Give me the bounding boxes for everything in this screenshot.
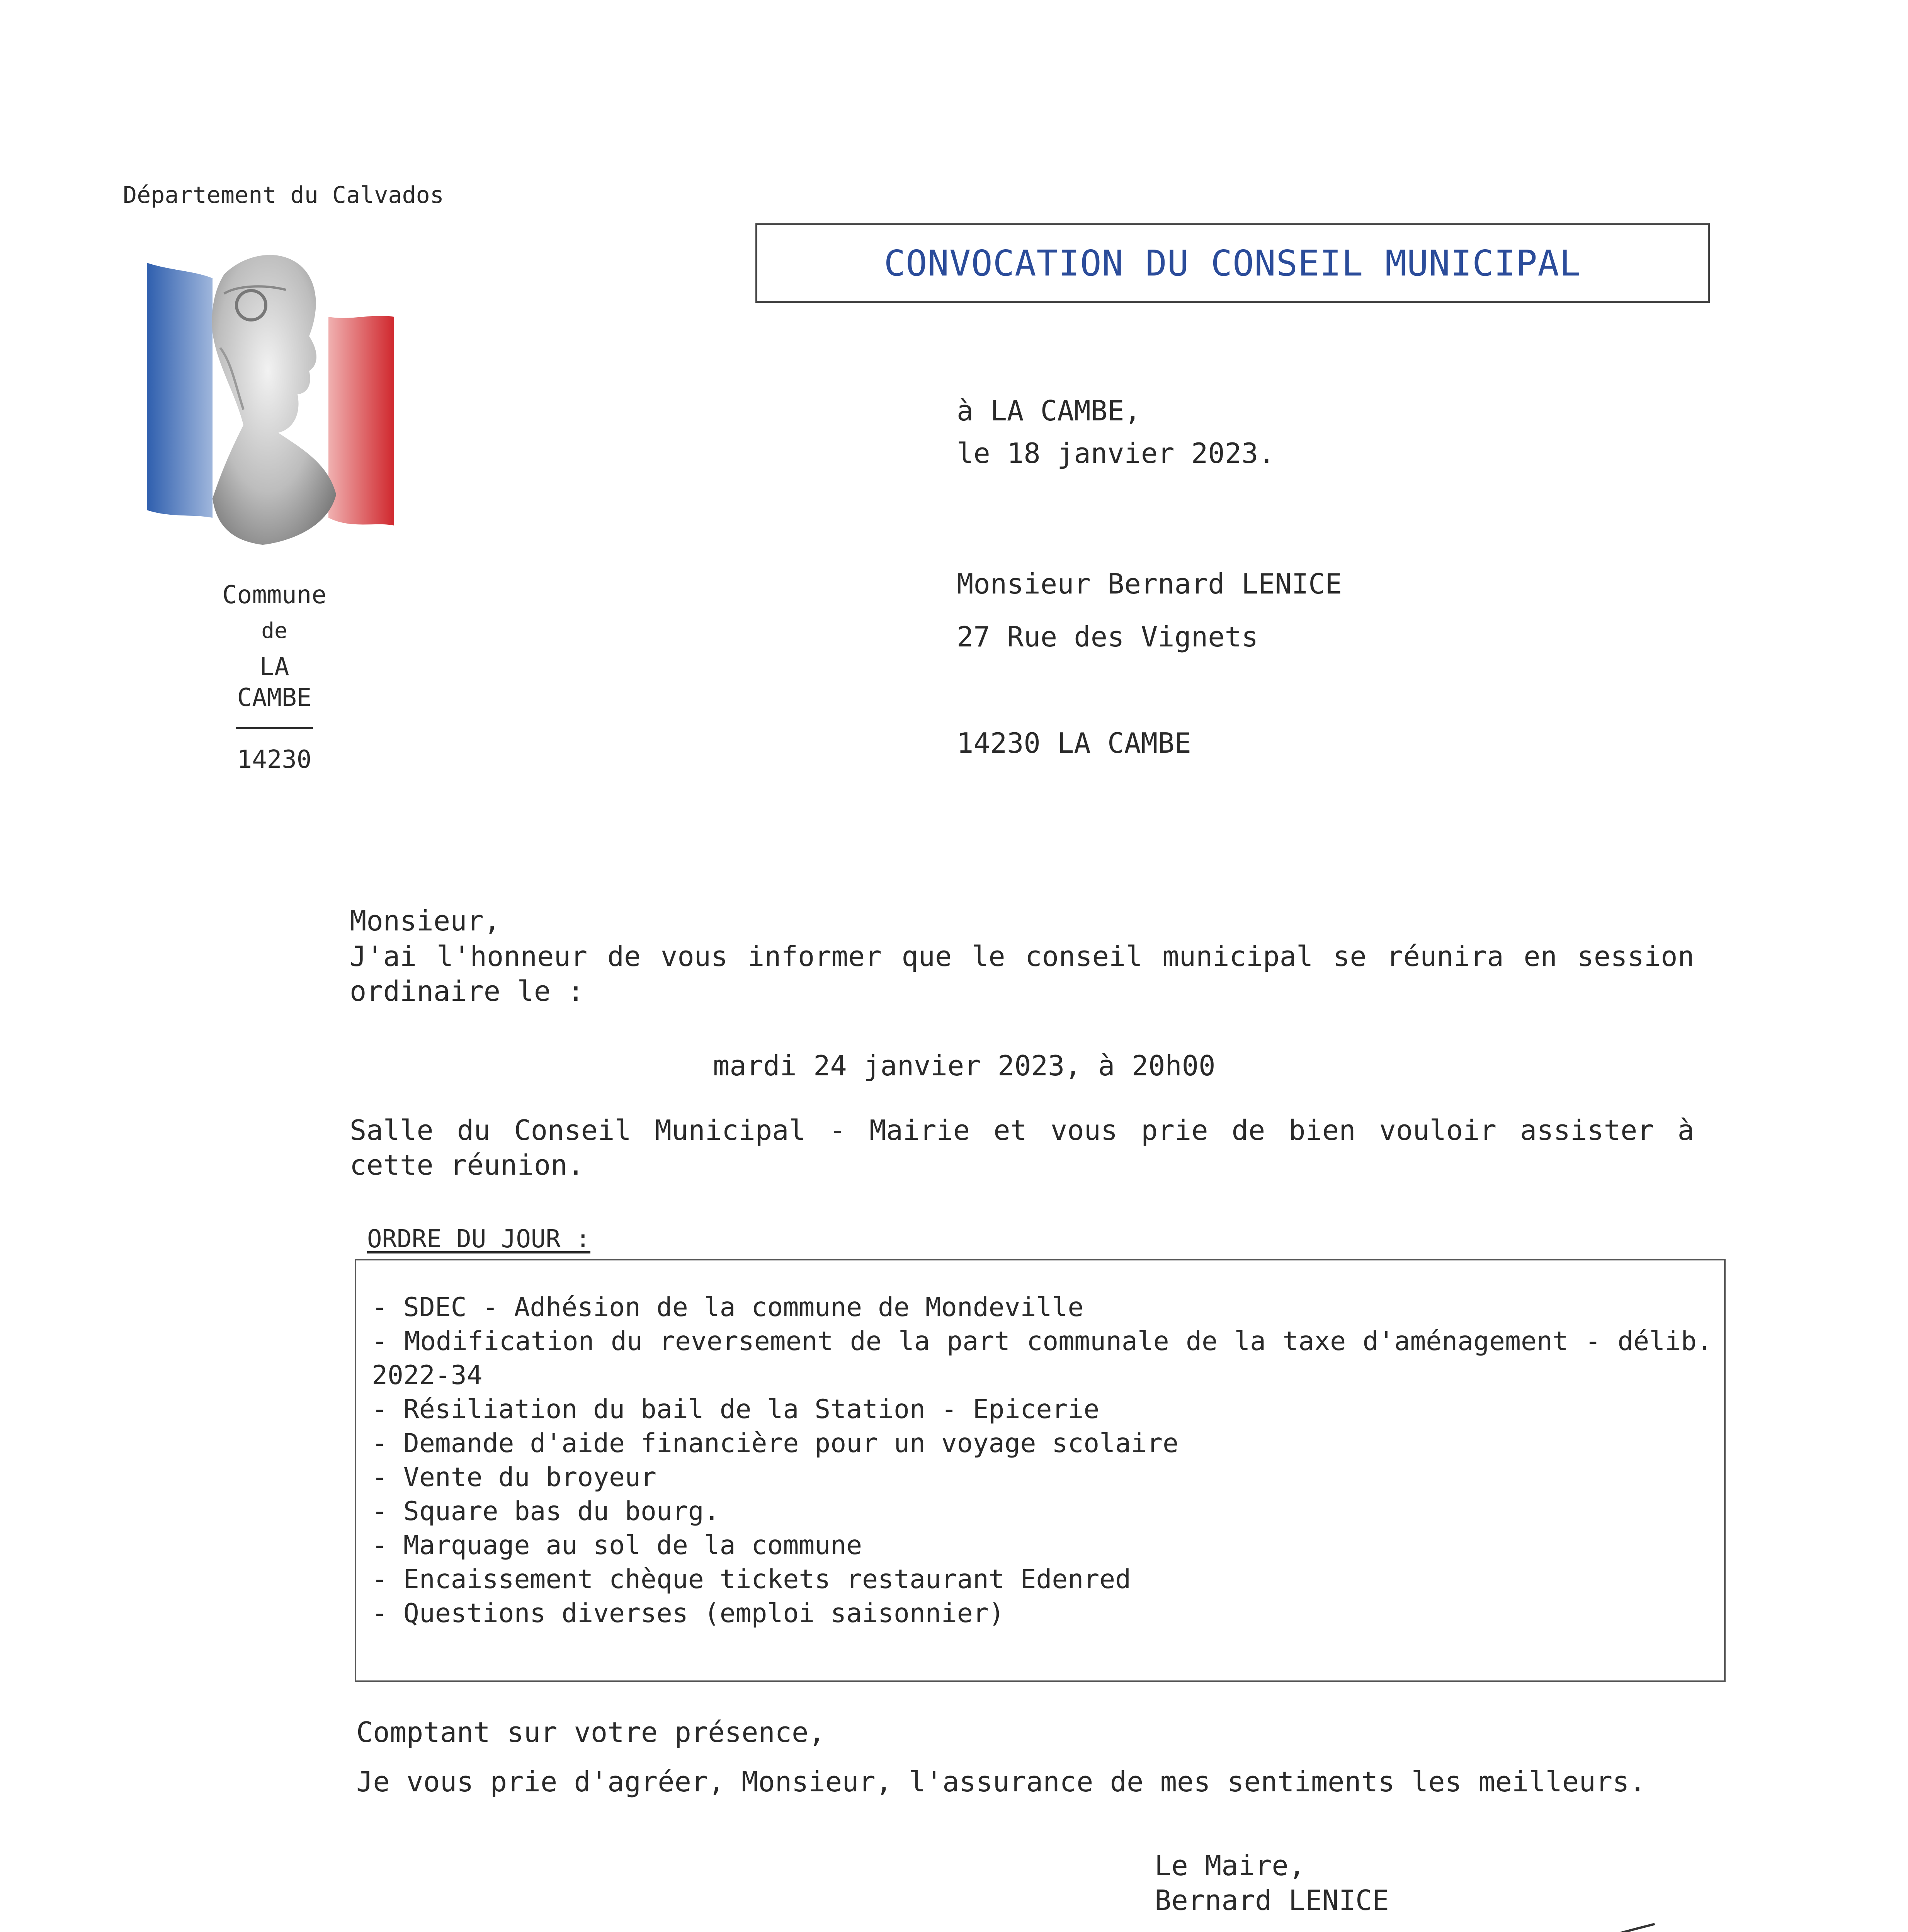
- recipient-name: Monsieur Bernard LENICE: [957, 568, 1342, 600]
- commune-postal-code: 14230: [237, 745, 312, 774]
- agenda-item: - Résiliation du bail de la Station - Epicerie: [372, 1394, 1100, 1425]
- department-label: Département du Calvados: [123, 182, 444, 209]
- date-line: le 18 janvier 2023.: [957, 437, 1275, 469]
- recipient-street: 27 Rue des Vignets: [957, 621, 1258, 653]
- signatory-title: Le Maire,: [1155, 1849, 1306, 1882]
- agenda-item: - Demande d'aide financière pour un voyage scolaire: [372, 1428, 1178, 1459]
- agenda-item: - Questions diverses (emploi saisonnier): [372, 1598, 1005, 1629]
- recipient-city: 14230 LA CAMBE: [957, 727, 1191, 759]
- mayor-signature: [1352, 1917, 1669, 1932]
- agenda-item: - Marquage au sol de la commune: [372, 1530, 862, 1561]
- closing-line-1: Comptant sur votre présence,: [356, 1716, 825, 1748]
- place-line: à LA CAMBE,: [957, 395, 1141, 427]
- salutation: Monsieur,: [350, 905, 501, 937]
- closing-line-2: Je vous prie d'agréer, Monsieur, l'assurance de mes sentiments les meilleurs.: [356, 1765, 1646, 1798]
- invitation-paragraph: J'ai l'honneur de vous informer que le conseil municipal se réunira en session ordinaire le :: [350, 940, 1694, 1007]
- agenda-title: ORDRE DU JOUR :: [367, 1225, 590, 1253]
- agenda-item: - Encaissement chèque tickets restaurant Edenred: [372, 1564, 1131, 1595]
- agenda-item: - Square bas du bourg.: [372, 1496, 720, 1527]
- agenda-item: - Modification du reversement de la part communale de la taxe d'aménagement - délib. 2022-34: [372, 1326, 1712, 1391]
- agenda-item: - SDEC - Adhésion de la commune de Mondeville: [372, 1292, 1084, 1323]
- signatory-name: Bernard LENICE: [1155, 1884, 1389, 1917]
- document-title: CONVOCATION DU CONSEIL MUNICIPAL: [884, 242, 1581, 284]
- commune-label: Commune: [222, 581, 327, 609]
- title-box: [755, 223, 1710, 303]
- venue-paragraph: Salle du Conseil Municipal - Mairie et vous prie de bien vouloir assister à cette réunion.: [350, 1114, 1694, 1181]
- commune-block: [216, 580, 332, 775]
- marianne-flag-emblem: [147, 247, 394, 549]
- commune-name: LA CAMBE: [237, 653, 312, 712]
- agenda-box: [355, 1259, 1726, 1682]
- meeting-datetime: mardi 24 janvier 2023, à 20h00: [713, 1049, 1216, 1082]
- commune-de: de: [261, 618, 287, 643]
- commune-divider: [236, 727, 313, 729]
- agenda-item: - Vente du broyeur: [372, 1462, 656, 1493]
